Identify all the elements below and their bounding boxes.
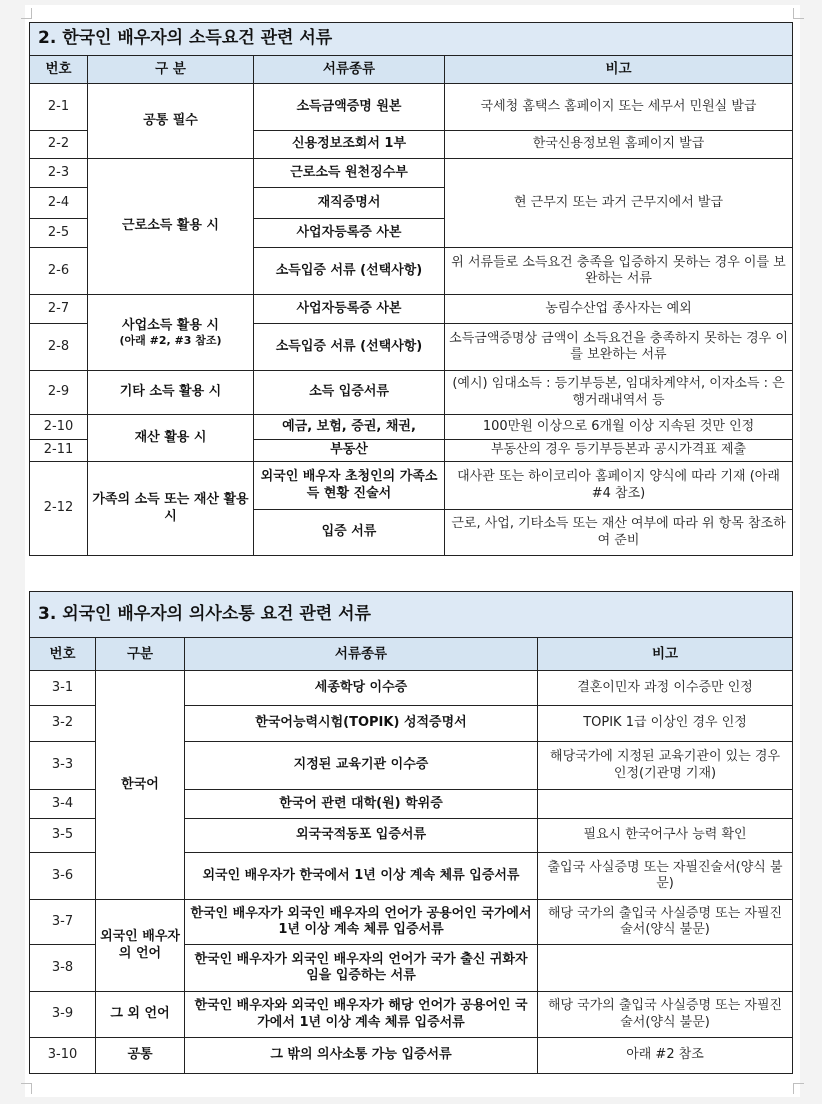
- header-number: 번호: [30, 56, 88, 84]
- row-number: 2-5: [30, 219, 88, 248]
- category-subnote: (아래 #2, #3 참조): [119, 333, 222, 347]
- row-number: 2-4: [30, 188, 88, 219]
- table-row: [30, 671, 793, 706]
- row-document: 외국인 배우자 초청인의 가족소득 현황 진술서: [254, 462, 445, 510]
- row-note: 부동산의 경우 등기부등본과 공시가격표 제출: [445, 440, 793, 462]
- category-label: 사업소득 활용 시: [122, 317, 219, 333]
- row-document: 외국국적동포 입증서류: [185, 819, 538, 853]
- row-number: 2-3: [30, 159, 88, 188]
- row-category: 한국어: [96, 671, 185, 900]
- table-row: [30, 415, 793, 440]
- row-note: TOPIK 1급 이상인 경우 인정: [538, 706, 793, 742]
- row-document: 입증 서류: [254, 510, 445, 556]
- row-note: 국세청 홈택스 홈페이지 또는 세무서 민원실 발급: [445, 84, 793, 131]
- header-number: 번호: [30, 638, 96, 671]
- row-number: 3-7: [30, 900, 96, 945]
- header-category: 구 분: [88, 56, 254, 84]
- row-document: 재직증명서: [254, 188, 445, 219]
- row-category: 그 외 언어: [96, 992, 185, 1038]
- row-note: 대사관 또는 하이코리아 홈페이지 양식에 따라 기재 (아래 #4 참조): [445, 462, 793, 510]
- row-note: 100만원 이상으로 6개월 이상 지속된 것만 인정: [445, 415, 793, 440]
- row-note: 출입국 사실증명 또는 자필진술서(양식 불문): [538, 853, 793, 900]
- row-document: 소득입증 서류 (선택사항): [254, 248, 445, 295]
- row-number: 3-2: [30, 706, 96, 742]
- row-number: 3-8: [30, 945, 96, 992]
- row-category: 공통: [96, 1038, 185, 1074]
- row-note: (예시) 임대소득 : 등기부등본, 임대차계약서, 이자소득 : 은행거래내역서 등: [445, 371, 793, 415]
- row-note: 해당국가에 지정된 교육기관이 있는 경우 인정(기관명 기재): [538, 742, 793, 790]
- row-document: 한국인 배우자와 외국인 배우자가 해당 언어가 공용어인 국가에서 1년 이상 계속 체류 입증서류: [185, 992, 538, 1038]
- header-document-type: 서류종류: [185, 638, 538, 671]
- income-documents-table: [29, 22, 793, 556]
- row-note: 근로, 사업, 기타소득 또는 재산 여부에 따라 위 항목 참조하여 준비: [445, 510, 793, 556]
- row-note: 필요시 한국어구사 능력 확인: [538, 819, 793, 853]
- row-number: 2-8: [30, 324, 88, 371]
- row-note: 한국신용정보원 홈페이지 발급: [445, 131, 793, 159]
- row-document: 한국어 관련 대학(원) 학위증: [185, 790, 538, 819]
- header-remarks: 비고: [445, 56, 793, 84]
- section-title: 2. 한국인 배우자의 소득요건 관련 서류: [30, 23, 793, 56]
- row-document: 사업자등록증 사본: [254, 295, 445, 324]
- row-document: 신용정보조회서 1부: [254, 131, 445, 159]
- row-category: 가족의 소득 또는 재산 활용 시: [88, 462, 254, 556]
- row-document: 세종학당 이수증: [185, 671, 538, 706]
- page-corner-mark: [793, 8, 804, 19]
- row-document: 지정된 교육기관 이수증: [185, 742, 538, 790]
- page-corner-mark: [793, 1083, 804, 1094]
- row-document: 소득금액증명 원본: [254, 84, 445, 131]
- row-number: 2-2: [30, 131, 88, 159]
- row-document: 그 밖의 의사소통 가능 입증서류: [185, 1038, 538, 1074]
- row-number: 3-5: [30, 819, 96, 853]
- row-note: [538, 945, 793, 992]
- table-row: [30, 1038, 793, 1074]
- row-note: 해당 국가의 출입국 사실증명 또는 자필진술서(양식 불문): [538, 992, 793, 1038]
- page-corner-mark: [21, 1083, 32, 1094]
- row-number: 3-1: [30, 671, 96, 706]
- table-row: [30, 992, 793, 1038]
- row-number: 2-12: [30, 462, 88, 556]
- row-document: 소득입증 서류 (선택사항): [254, 324, 445, 371]
- header-category: 구분: [96, 638, 185, 671]
- row-number: 2-9: [30, 371, 88, 415]
- row-number: 2-6: [30, 248, 88, 295]
- row-number: 3-10: [30, 1038, 96, 1074]
- row-note: [538, 790, 793, 819]
- row-document: 한국인 배우자가 외국인 배우자의 언어가 국가 출신 귀화자임을 입증하는 서류: [185, 945, 538, 992]
- row-category: 외국인 배우자의 언어: [96, 900, 185, 992]
- row-document: 근로소득 원천징수부: [254, 159, 445, 188]
- row-number: 3-9: [30, 992, 96, 1038]
- header-document-type: 서류종류: [254, 56, 445, 84]
- row-number: 3-6: [30, 853, 96, 900]
- table-row: [30, 84, 793, 131]
- row-document: 한국인 배우자가 외국인 배우자의 언어가 공용어인 국가에서 1년 이상 계속 체류 입증서류: [185, 900, 538, 945]
- page-corner-mark: [21, 8, 32, 19]
- row-category: 기타 소득 활용 시: [88, 371, 254, 415]
- communication-documents-table: [29, 591, 793, 1074]
- row-document: 외국인 배우자가 한국에서 1년 이상 계속 체류 입증서류: [185, 853, 538, 900]
- row-note: 해당 국가의 출입국 사실증명 또는 자필진술서(양식 불문): [538, 900, 793, 945]
- table-row: [30, 900, 793, 945]
- table-row: [30, 159, 793, 188]
- row-note: 위 서류들로 소득요건 충족을 입증하지 못하는 경우 이를 보완하는 서류: [445, 248, 793, 295]
- header-remarks: 비고: [538, 638, 793, 671]
- row-note: 아래 #2 참조: [538, 1038, 793, 1074]
- row-category: 근로소득 활용 시: [88, 159, 254, 295]
- row-category: 재산 활용 시: [88, 415, 254, 462]
- row-number: 3-3: [30, 742, 96, 790]
- row-number: 2-11: [30, 440, 88, 462]
- row-number: 2-10: [30, 415, 88, 440]
- row-number: 2-7: [30, 295, 88, 324]
- table-row: [30, 371, 793, 415]
- row-note: 소득금액증명상 금액이 소득요건을 충족하지 못하는 경우 이를 보완하는 서류: [445, 324, 793, 371]
- row-document: 소득 입증서류: [254, 371, 445, 415]
- row-note: 현 근무지 또는 과거 근무지에서 발급: [445, 159, 793, 248]
- row-number: 2-1: [30, 84, 88, 131]
- row-document: 사업자등록증 사본: [254, 219, 445, 248]
- section-title: 3. 외국인 배우자의 의사소통 요건 관련 서류: [30, 592, 793, 638]
- table-row: [30, 295, 793, 324]
- row-category: 공통 필수: [88, 84, 254, 159]
- row-document: 부동산: [254, 440, 445, 462]
- row-note: 결혼이민자 과정 이수증만 인정: [538, 671, 793, 706]
- row-document: 한국어능력시험(TOPIK) 성적증명서: [185, 706, 538, 742]
- row-note: 농림수산업 종사자는 예외: [445, 295, 793, 324]
- row-number: 3-4: [30, 790, 96, 819]
- row-document: 예금, 보험, 증권, 채권,: [254, 415, 445, 440]
- table-row: [30, 462, 793, 510]
- row-category: [88, 295, 254, 371]
